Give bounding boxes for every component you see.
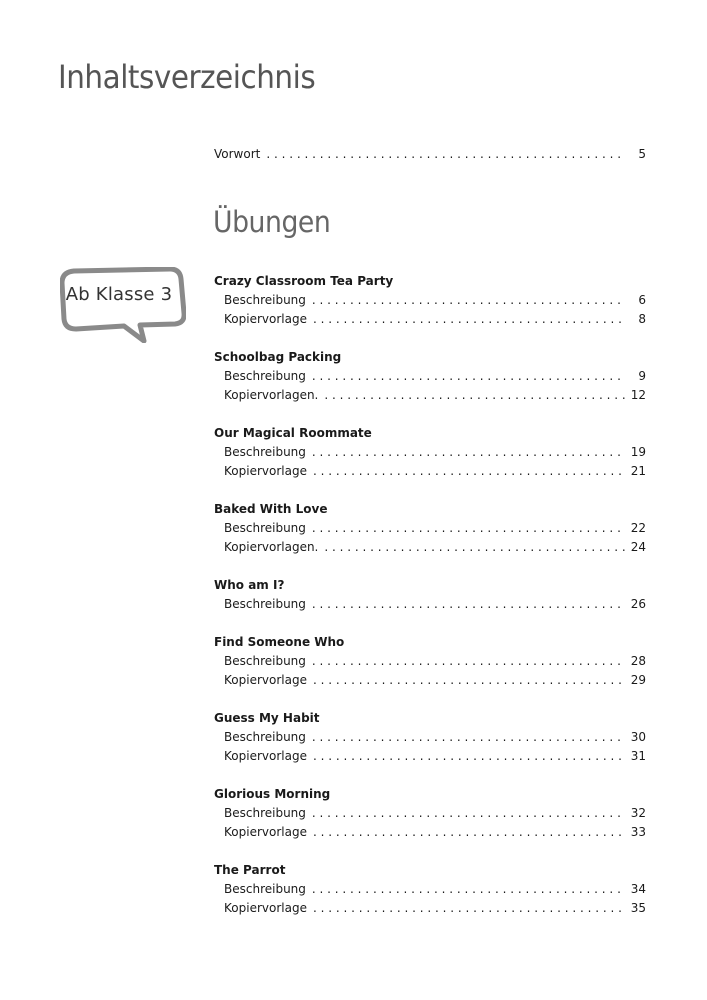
toc-label: Beschreibung (224, 654, 306, 668)
toc-label: Kopiervorlage (224, 464, 307, 478)
toc-row[interactable] (214, 804, 646, 823)
entry-title[interactable]: The Parrot (214, 863, 286, 877)
toc-row[interactable] (214, 899, 646, 918)
dot-leader (312, 804, 625, 823)
page-number: 22 (630, 521, 646, 535)
page-number: 34 (630, 882, 646, 896)
toc-intro (214, 145, 646, 164)
badge-label: Ab Klasse 3 (65, 284, 173, 305)
toc-row[interactable] (214, 671, 646, 690)
toc-row[interactable] (214, 880, 646, 899)
toc-label: Kopiervorlage (224, 673, 307, 687)
page-number: 21 (630, 464, 646, 478)
toc-row[interactable] (214, 291, 646, 310)
entry-title[interactable]: Schoolbag Packing (214, 350, 342, 364)
toc-row[interactable] (214, 443, 646, 462)
toc-label: Beschreibung (224, 730, 306, 744)
entry-title[interactable]: Glorious Morning (214, 787, 331, 801)
toc-label: Kopiervorlage (224, 825, 307, 839)
toc-label: Beschreibung (224, 806, 306, 820)
toc-label: Beschreibung (224, 597, 306, 611)
dot-leader (312, 652, 625, 671)
toc-row[interactable] (214, 595, 646, 614)
dot-leader (313, 823, 625, 842)
toc-row[interactable] (214, 462, 646, 481)
page-number: 32 (630, 806, 646, 820)
toc-label: Kopiervorlage (224, 749, 307, 763)
dot-leader (313, 899, 625, 918)
toc-row[interactable] (214, 747, 646, 766)
toc-label: Kopiervorlage (224, 901, 307, 915)
dot-leader (312, 595, 625, 614)
page-number: 5 (638, 147, 646, 161)
toc-row[interactable] (214, 728, 646, 747)
toc-row[interactable] (214, 538, 646, 557)
page-number: 9 (638, 369, 646, 383)
toc-label: Beschreibung (224, 293, 306, 307)
entry-title[interactable]: Crazy Classroom Tea Party (214, 274, 394, 288)
page-number: 6 (638, 293, 646, 307)
dot-leader (324, 386, 624, 405)
dot-leader (312, 291, 626, 310)
dot-leader (324, 538, 624, 557)
toc-entry (214, 272, 646, 329)
page-number: 26 (630, 597, 646, 611)
page-title: Inhaltsverzeichnis (58, 58, 316, 96)
page-number: 29 (630, 673, 646, 687)
page-number: 24 (630, 540, 646, 554)
dot-leader (312, 519, 625, 538)
toc-row[interactable] (214, 386, 646, 405)
dot-leader (312, 728, 625, 747)
page-number: 19 (630, 445, 646, 459)
toc-row[interactable] (214, 519, 646, 538)
toc-entry (214, 861, 646, 918)
section-heading: Übungen (213, 205, 331, 239)
toc-entry (214, 348, 646, 405)
toc-label: Kopiervorlage (224, 312, 307, 326)
toc-label: Beschreibung (224, 521, 306, 535)
speech-bubble-icon (60, 267, 186, 343)
toc-entry (214, 424, 646, 481)
toc-entries (214, 272, 646, 937)
entry-title[interactable]: Our Magical Roommate (214, 426, 372, 440)
page-number: 12 (630, 388, 646, 402)
entry-title[interactable]: Who am I? (214, 578, 285, 592)
page-number: 30 (630, 730, 646, 744)
toc-row[interactable] (214, 367, 646, 386)
page-number: 33 (630, 825, 646, 839)
toc-label: Beschreibung (224, 882, 306, 896)
dot-leader (313, 747, 625, 766)
dot-leader (313, 310, 626, 329)
page-number: 8 (638, 312, 646, 326)
toc-label: Vorwort (214, 147, 261, 161)
dot-leader (313, 671, 625, 690)
page-number: 28 (630, 654, 646, 668)
toc-entry (214, 709, 646, 766)
toc-entry (214, 500, 646, 557)
toc-entry (214, 785, 646, 842)
toc-label: Beschreibung (224, 369, 306, 383)
toc-entry (214, 576, 646, 614)
toc-row[interactable] (214, 310, 646, 329)
toc-label: Beschreibung (224, 445, 306, 459)
dot-leader (312, 880, 625, 899)
toc-label: Kopiervorlagen. (224, 540, 319, 554)
entry-title[interactable]: Guess My Habit (214, 711, 320, 725)
page-number: 35 (630, 901, 646, 915)
entry-title[interactable]: Find Someone Who (214, 635, 345, 649)
dot-leader (313, 462, 625, 481)
toc-row[interactable] (214, 652, 646, 671)
toc-entry (214, 633, 646, 690)
page-number: 31 (630, 749, 646, 763)
toc-row-vorwort[interactable] (214, 145, 646, 164)
entry-title[interactable]: Baked With Love (214, 502, 328, 516)
dot-leader (266, 145, 626, 164)
speech-bubble-badge (60, 267, 186, 343)
dot-leader (312, 443, 625, 462)
dot-leader (312, 367, 626, 386)
toc-label: Kopiervorlagen. (224, 388, 319, 402)
toc-row[interactable] (214, 823, 646, 842)
